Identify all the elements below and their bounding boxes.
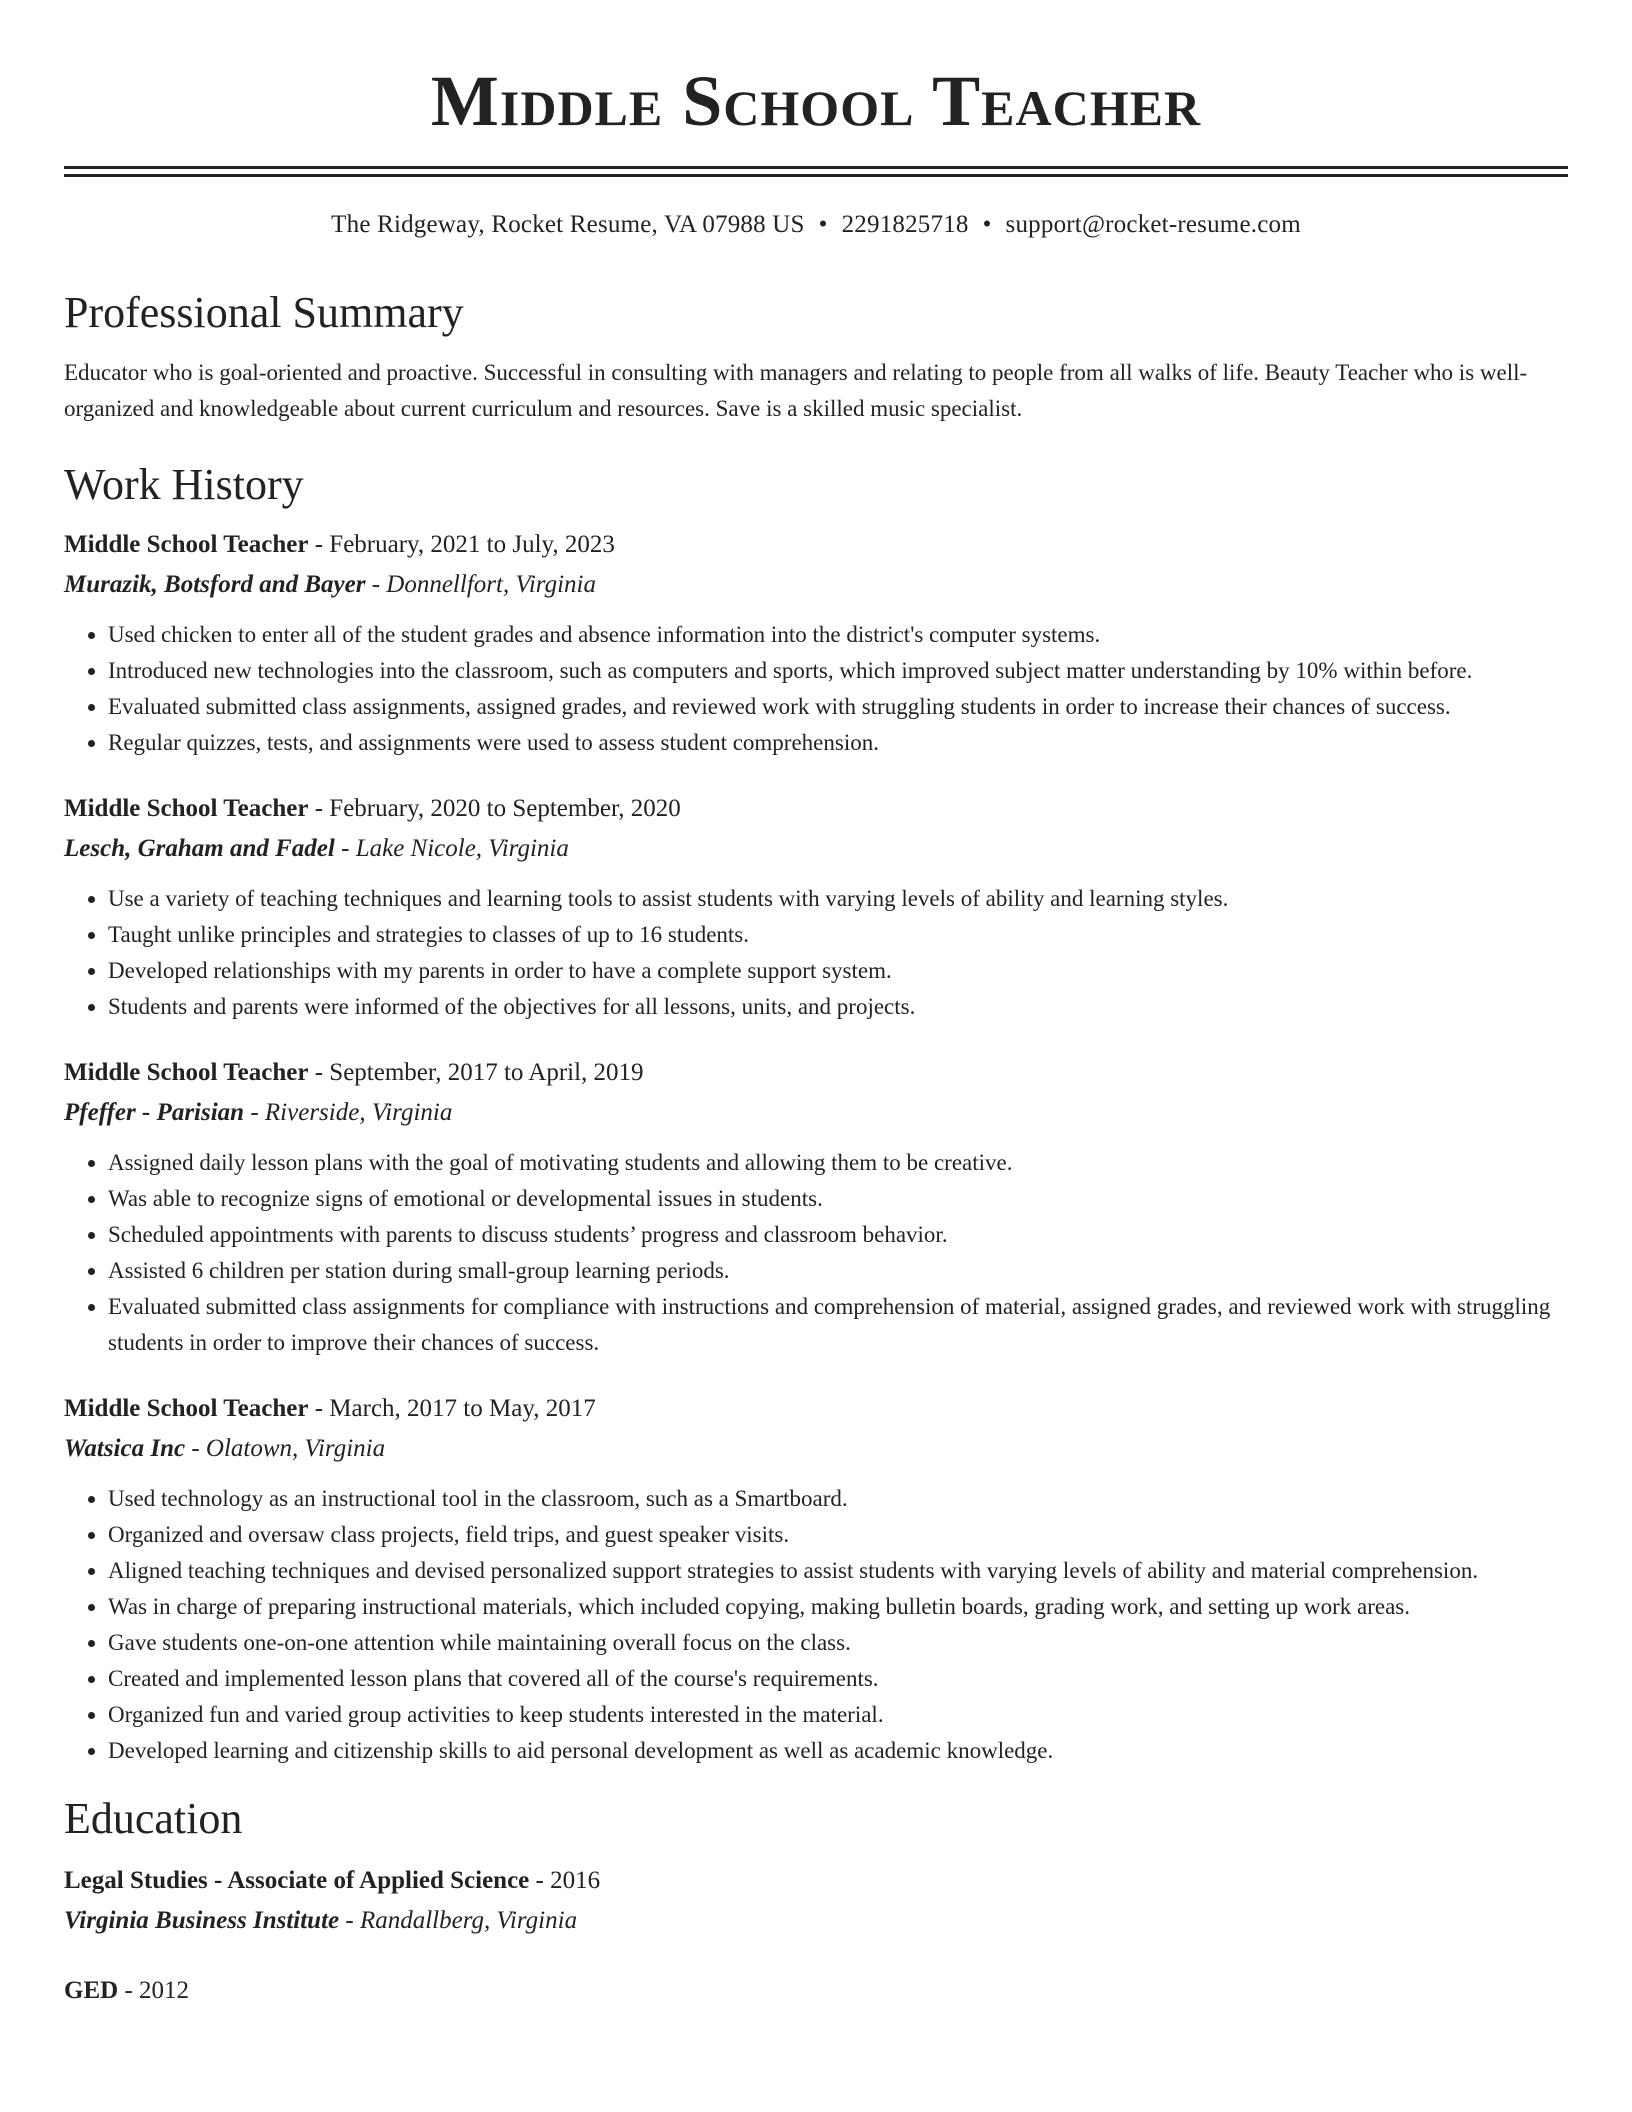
employer-location: Donnellfort, Virginia [386,571,596,598]
employer-line: Lesch, Graham and Fadel - Lake Nicole, Virginia [64,835,569,862]
job-bullets [64,1481,1568,1769]
job-entry [64,789,1568,1025]
job-dates: September, 2017 to April, 2019 [329,1059,644,1086]
job-bullet: • Gave students one-on-one attention while maintaining overall focus on the class. [108,1625,1568,1661]
contact-email: support@rocket-resume.com [1005,211,1301,238]
contact-separator: • [982,211,992,238]
job-entry [64,525,1568,761]
job-bullet: • Evaluated submitted class assignments, assigned grades, and reviewed work with struggling students in order to increase their chances of success. [108,689,1568,725]
contact-address: The Ridgeway, Rocket Resume, VA 07988 US [331,211,805,238]
title-double-rule [64,166,1568,177]
job-bullet: • Was able to recognize signs of emotional or developmental issues in students. [108,1181,1568,1217]
job-bullet: • Developed learning and citizenship skills to aid personal development as well as academic knowledge. [108,1733,1568,1769]
job-bullet: • Developed relationships with my parents in order to have a complete support system. [108,953,1568,989]
job-bullet: • Evaluated submitted class assignments for compliance with instructions and comprehension of material, assigned grades, and reviewed work with struggling students in order to improve their chances of success. [108,1289,1568,1361]
job-bullet: • Assisted 6 children per station during small-group learning periods. [108,1253,1568,1289]
contact-separator: • [818,211,828,238]
job-dates: March, 2017 to May, 2017 [329,1395,596,1422]
employer-line: Murazik, Botsford and Bayer - Donnellfort, Virginia [64,571,596,598]
job-bullet: • Organized and oversaw class projects, field trips, and guest speaker visits. [108,1517,1568,1553]
job-bullet: • Organized fun and varied group activities to keep students interested in the material. [108,1697,1568,1733]
summary-text: Educator who is goal-oriented and proactive. Successful in consulting with managers and relating to people from all walks of life. Beauty Teacher who is well-organized and knowledgeable about current curriculum and resources. Save is a skilled music specialist. [64,360,1528,421]
contact-line [64,207,1568,243]
school-location: Randallberg, Virginia [359,1907,578,1934]
resume-title: Middle School Teacher [430,61,1202,141]
school-name: Virginia Business Institute [64,1907,340,1934]
employer-name: Murazik, Botsford and Bayer [64,571,366,598]
degree-line: Legal Studies - Associate of Applied Science - 2016 [64,1867,601,1894]
job-entry [64,1389,1568,1769]
job-title-line: Middle School Teacher - March, 2017 to May, 2017 [64,1395,596,1422]
employer-name: Lesch, Graham and Fadel [64,835,335,862]
job-title-line: Middle School Teacher - February, 2021 to July, 2023 [64,531,615,558]
job-title: Middle School Teacher [64,1059,309,1086]
employer-line: Watsica Inc - Olatown, Virginia [64,1435,386,1462]
job-bullet: • Taught unlike principles and strategies to classes of up to 16 students. [108,917,1568,953]
education-entry [64,1971,1568,2011]
degree-line: GED - 2012 [64,1977,190,2004]
job-bullet: • Scheduled appointments with parents to discuss students’ progress and classroom behavior. [108,1217,1568,1253]
job-bullet: • Introduced new technologies into the classroom, such as computers and sports, which improved subject matter understanding by 10% within before. [108,653,1568,689]
job-bullets [64,881,1568,1025]
employer-location: Riverside, Virginia [264,1099,453,1126]
education-heading: Education [64,1794,243,1843]
job-bullet: • Used technology as an instructional tool in the classroom, such as a Smartboard. [108,1481,1568,1517]
work-history-heading: Work History [64,460,304,509]
job-bullet: • Regular quizzes, tests, and assignments were used to assess student comprehension. [108,725,1568,761]
degree-name: GED [64,1977,119,2004]
job-dates: February, 2020 to September, 2020 [329,795,681,822]
job-bullet: • Students and parents were informed of the objectives for all lessons, units, and projects. [108,989,1568,1025]
job-bullet: • Used chicken to enter all of the student grades and absence information into the district's computer systems. [108,617,1568,653]
job-bullet: • Aligned teaching techniques and devised personalized support strategies to assist students with varying levels of ability and material comprehension. [108,1553,1568,1589]
job-title: Middle School Teacher [64,1395,309,1422]
job-bullet: • Was in charge of preparing instructional materials, which included copying, making bulletin boards, grading work, and setting up work areas. [108,1589,1568,1625]
education-entry [64,1861,1568,1941]
employer-name: Watsica Inc [64,1435,186,1462]
degree-year: 2012 [139,1977,190,2004]
job-title-line: Middle School Teacher - February, 2020 to September, 2020 [64,795,681,822]
job-bullets [64,1145,1568,1361]
job-title: Middle School Teacher [64,795,309,822]
degree-year: 2016 [550,1867,601,1894]
employer-location: Lake Nicole, Virginia [355,835,569,862]
employer-name: Pfeffer - Parisian [64,1099,245,1126]
job-entry [64,1053,1568,1361]
summary-heading: Professional Summary [64,288,464,337]
job-bullets [64,617,1568,761]
job-bullet: • Use a variety of teaching techniques and learning tools to assist students with varying levels of ability and learning styles. [108,881,1568,917]
employer-line: Pfeffer - Parisian - Riverside, Virginia [64,1099,453,1126]
school-line: Virginia Business Institute - Randallberg, Virginia [64,1907,578,1934]
contact-phone: 2291825718 [841,211,969,238]
job-title-line: Middle School Teacher - September, 2017 to April, 2019 [64,1059,644,1086]
degree-name: Legal Studies - Associate of Applied Science [64,1867,530,1894]
job-title: Middle School Teacher [64,531,309,558]
job-dates: February, 2021 to July, 2023 [329,531,615,558]
job-bullet: • Created and implemented lesson plans that covered all of the course's requirements. [108,1661,1568,1697]
employer-location: Olatown, Virginia [205,1435,386,1462]
job-bullet: • Assigned daily lesson plans with the goal of motivating students and allowing them to be creative. [108,1145,1568,1181]
